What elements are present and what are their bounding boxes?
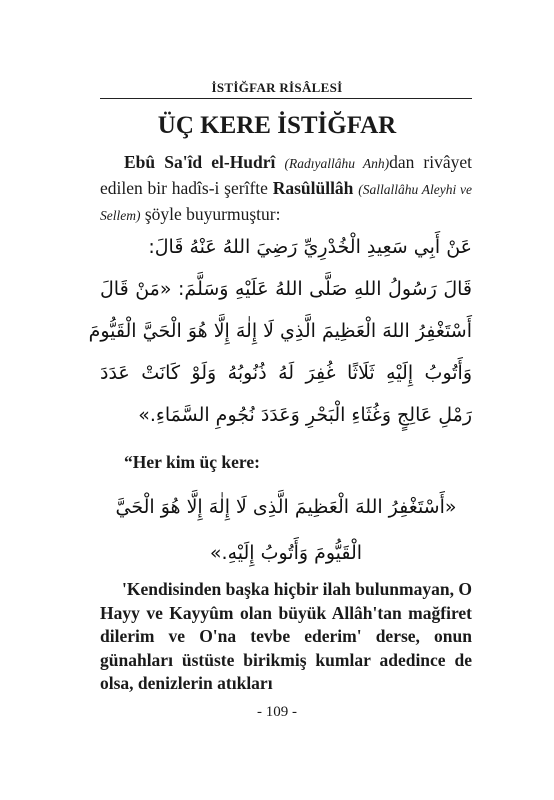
intro-text-2: şöyle buyurmuştur:: [140, 204, 281, 224]
section-title: ÜÇ KERE İSTİĞFAR: [157, 112, 397, 139]
arabic-hadith-line: وَأَتُوبُ إِلَيْهِ ثَلَاثًا غُفِرَ لَهُ ذُنُوبُهُ وَلَوْ كَانَتْ عَدَدَ: [100, 362, 472, 384]
intro-paragraph: [100, 150, 472, 228]
arabic-hadith-line: عَنْ أَبِي سَعِيدِ الْخُدْرِيِّ رَضِيَ اللهُ عَنْهُ قَالَ:: [148, 236, 472, 258]
narrator-name: Ebû Sa'îd el-Hudrî: [124, 152, 276, 172]
translation-paragraph: 'Kendisinden başka hiçbir ilah bulunmayan, O Hayy ve Kayyûm olan büyük Allâh'tan mağfiret dilerim ve O'na tevbe ederim' derse, onun günahları üstüste birikmiş kumlar adedince de olsa, denizlerin atıkları: [100, 579, 472, 693]
arabic-hadith-line: أَسْتَغْفِرُ اللهَ الْعَظِيمَ الَّذِي لَا إِلٰهَ إِلَّا هُوَ الْحَيَّ الْقَيُّومَ: [88, 320, 472, 342]
running-head: İSTİĞFAR RİSÂLESİ: [211, 80, 343, 95]
prophet-honorific: (Sallallâhu Aleyhi ve Sellem): [100, 182, 472, 223]
arabic-hadith-line: رَمْلِ عَالِجٍ وَغُثَاءِ الْبَحْرِ وَعَدَدَ نُجُومِ السَّمَاءِ.»: [138, 404, 472, 426]
subheading: “Her kim üç kere:: [124, 452, 260, 472]
arabic-istighfar-line: «أَسْتَغْفِرُ اللهَ الْعَظِيمَ الَّذِى لَا إِلٰهَ إِلَّا هُوَ الْحَيَّ: [115, 496, 457, 518]
arabic-istighfar: [100, 484, 472, 576]
arabic-istighfar-line: الْقَيُّومَ وَأَتُوبُ إِلَيْهِ.»: [209, 542, 363, 564]
intro-text-1: dan rivâyet edilen bir hadîs-i şerîfte: [100, 152, 473, 198]
arabic-hadith-line: قَالَ رَسُولُ اللهِ صَلَّى اللهُ عَلَيْهِ وَسَلَّمَ: «مَنْ قَالَ: [100, 278, 472, 300]
arabic-hadith: [88, 226, 472, 436]
header-rule: [100, 98, 472, 99]
narrator-honorific: (Radıyallâhu Anh): [284, 156, 390, 171]
page-number: - 109 -: [257, 704, 297, 720]
prophet-name: Rasûlüllâh: [272, 178, 354, 198]
